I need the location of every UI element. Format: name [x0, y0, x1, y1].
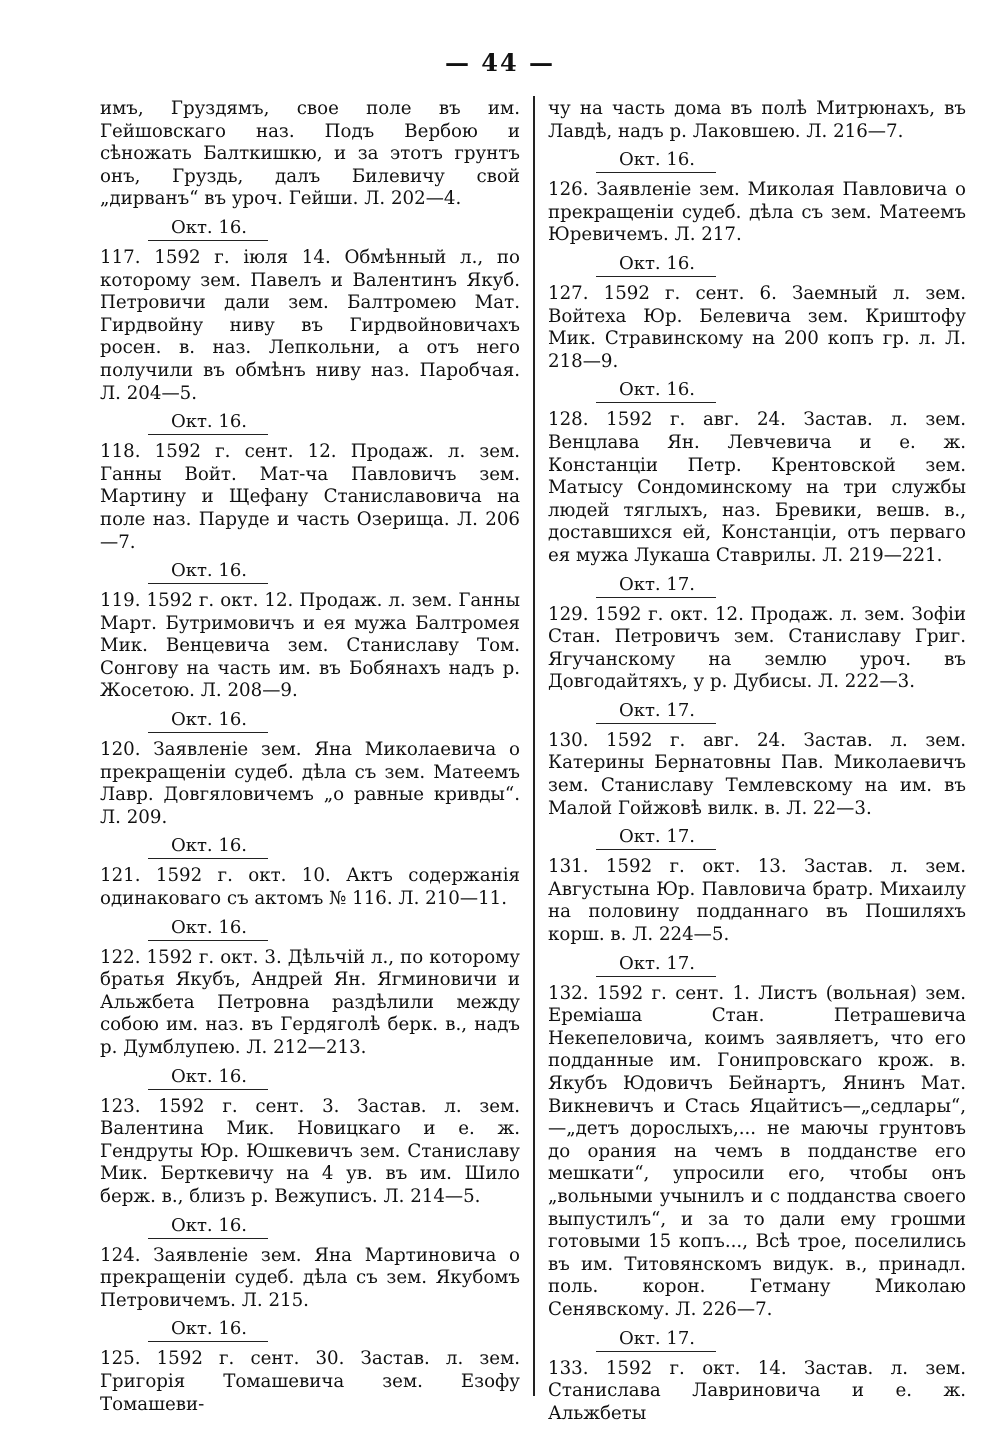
entry-text: 124. Заявленіе зем. Яна Мартиновича о прекращеніи судеб. дѣла съ зем. Якубомъ Петровичемъ. Л. 215.	[100, 1244, 520, 1311]
entry-text: 119. 1592 г. окт. 12. Продаж. л. зем. Ганны Март. Бутримовичъ и ея мужа Балтромея Мик. Венцевича зем. Станиславу Том. Сонгову на часть им. въ Бобянахъ надъ р. Жосетою. Л. 208—9.	[100, 590, 520, 702]
entry-date: Окт. 16.	[148, 1066, 268, 1090]
entry-text: 122. 1592 г. окт. 3. Дѣльчій л., по которому братья Якубъ, Андрей Ян. Ягминовичи и Альжбета Петровна раздѣлили между собою им. наз. въ Гердяголѣ берк. в., надъ р. Думблупею. Л. 212—213.	[100, 946, 520, 1058]
entry-text: 117. 1592 г. іюля 14. Обмѣнный л., по которому зем. Павелъ и Валентинъ Якуб. Петровичи дали зем. Балтромею Мат. Гирдвойну ниву въ Гирдвойновичахъ росен. в. наз. Лепкольни, а отъ него получили въ обмѣнъ ниву наз. Паробчая. Л. 204—5.	[100, 246, 520, 404]
entry-list	[548, 149, 966, 1425]
entry-date: Окт. 16.	[148, 709, 268, 733]
entry-date: Окт. 16.	[596, 253, 716, 277]
list-item	[548, 700, 966, 820]
column-divider	[533, 96, 535, 1396]
right-column	[548, 98, 966, 1430]
list-item	[548, 379, 966, 567]
list-item	[100, 835, 520, 910]
left-column	[100, 98, 520, 1421]
entry-text: 125. 1592 г. сент. 30. Застав. л. зем. Григорія Томашевича зем. Езофу Томашеви-	[100, 1348, 520, 1415]
entry-text: 132. 1592 г. сент. 1. Листъ (вольная) зем. Еремiаша Стан. Петрашевича Некепеловича, коимъ заявляетъ, что его подданные им. Гонипровскаго крож. в. Якубъ Юдовичъ Бейнартъ, Янинъ Мат. Викневичъ и Стась Яцайтисъ—„седлары“,—„детъ дорослыхъ,... не маючы грунтовъ до орания на чемъ в подданстве его мешкати“, упросили его, чтобы онъ „вольными учынилъ и с подданства своего выпустилъ“, и за то дали ему грошми готовыми 15 копъ..., Всѣ трое, поселились въ им. Титовянскомъ видук. в., принадл. поль. корон. Гетману Миколаю Сенявскому. Л. 226—7.	[548, 982, 966, 1320]
list-item	[100, 917, 520, 1060]
list-item	[548, 953, 966, 1322]
entry-date: Окт. 16.	[148, 411, 268, 435]
list-item	[548, 149, 966, 247]
list-item	[100, 217, 520, 405]
entry-date: Окт. 17.	[596, 826, 716, 850]
entry-date: Окт. 16.	[148, 917, 268, 941]
entry-list	[100, 217, 520, 1416]
entry-text: 128. 1592 г. авг. 24. Застав. л. зем. Венцлава Ян. Левчевича и е. ж. Констанціи Петр. Крентовской зем. Матысу Сондоминскому на три службы людей тяглыхъ, наз. Бревики, вешв. в., доставшихся ей, Констанціи, отъ перваго ея мужа Лукаша Ставрилы. Л. 219—221.	[548, 409, 966, 566]
list-item	[100, 411, 520, 554]
entry-text: 121. 1592 г. окт. 10. Актъ содержанія одинаковаго съ актомъ № 116. Л. 210—11.	[100, 865, 520, 910]
list-item	[548, 826, 966, 946]
entry-text: 131. 1592 г. окт. 13. Застав. л. зем. Августына Юр. Павловича братр. Михаилу на половину подданнаго въ Пошиляхъ корш. в. Л. 224—5.	[548, 856, 966, 946]
entry-date: Окт. 17.	[596, 1328, 716, 1352]
continuation-text: имъ, Груздямъ, свое поле въ им. Гейшовскаго наз. Подъ Вербою и сѣножать Балткишкю, и за этотъ грунтъ онъ, Груздь, далъ Билевичу свой „дирванъ“ въ уроч. Гейши. Л. 202—4.	[100, 98, 520, 210]
entry-date: Окт. 17.	[596, 953, 716, 977]
list-item	[548, 253, 966, 373]
entry-text: 126. Заявленіе зем. Миколая Павловича о прекращеніи судеб. дѣла съ зем. Матеемъ Юревичемъ. Л. 217.	[548, 179, 966, 246]
list-item	[548, 574, 966, 694]
entry-date: Окт. 16.	[148, 835, 268, 859]
entry-date: Окт. 17.	[596, 574, 716, 598]
entry-date: Окт. 16.	[148, 560, 268, 584]
list-item	[100, 1318, 520, 1416]
page-number: — 44 —	[444, 48, 556, 77]
entry-text: 133. 1592 г. окт. 14. Застав. л. зем. Станислава Лавриновича и е. ж. Альжбеты	[548, 1357, 966, 1424]
entry-date: Окт. 16.	[148, 217, 268, 241]
list-item	[100, 709, 520, 829]
entry-date: Окт. 16.	[148, 1215, 268, 1239]
entry-date: Окт. 16.	[596, 149, 716, 173]
entry-text: 127. 1592 г. сент. 6. Заемный л. зем. Войтеха Юр. Белевича зем. Криштофу Мик. Стравинскому на 200 копъ гр. л. Л. 218—9.	[548, 282, 966, 372]
entry-text: 120. Заявленіе зем. Яна Миколаевича о прекращеніи судеб. дѣла съ зем. Матеемъ Лавр. Довгяловичемъ „о равные кривды“. Л. 209.	[100, 739, 520, 828]
entry-text: 130. 1592 г. авг. 24. Застав. л. зем. Катерины Бернатовны Пав. Миколаевичъ зем. Станиславу Темлевскому на им. въ Малой Гойжовѣ вилк. в. Л. 22—3.	[548, 729, 966, 819]
entry-text: 118. 1592 г. сент. 12. Продаж. л. зем. Ганны Войт. Мат-ча Павловичъ зем. Мартину и Щефану Станиславовича на поле наз. Паруде и часть Озерища. Л. 206—7.	[100, 441, 520, 553]
continuation-text: чу на часть дома въ полѣ Митрюнахъ, въ Лавдѣ, надъ р. Лаковшею. Л. 216—7.	[548, 98, 966, 142]
list-item	[100, 1066, 520, 1209]
entry-text: 129. 1592 г. окт. 12. Продаж. л. зем. Зофіи Стан. Петровичъ зем. Станиславу Григ. Ягучанскому на землю уроч. въ Довгодайтяхъ, у р. Дубисы. Л. 222—3.	[548, 603, 966, 693]
entry-text: 123. 1592 г. сент. 3. Застав. л. зем. Валентина Мик. Новицкаго и е. ж. Гендруты Юр. Юшкевичъ зем. Станиславу Мик. Берткевичу на 4 ув. въ им. Шило берж. в., близъ р. Вежуписъ. Л. 214—5.	[100, 1095, 520, 1207]
entry-date: Окт. 17.	[596, 700, 716, 724]
list-item	[100, 560, 520, 703]
entry-date: Окт. 16.	[596, 379, 716, 403]
list-item	[100, 1215, 520, 1313]
list-item	[548, 1328, 966, 1426]
entry-date: Окт. 16.	[148, 1318, 268, 1342]
